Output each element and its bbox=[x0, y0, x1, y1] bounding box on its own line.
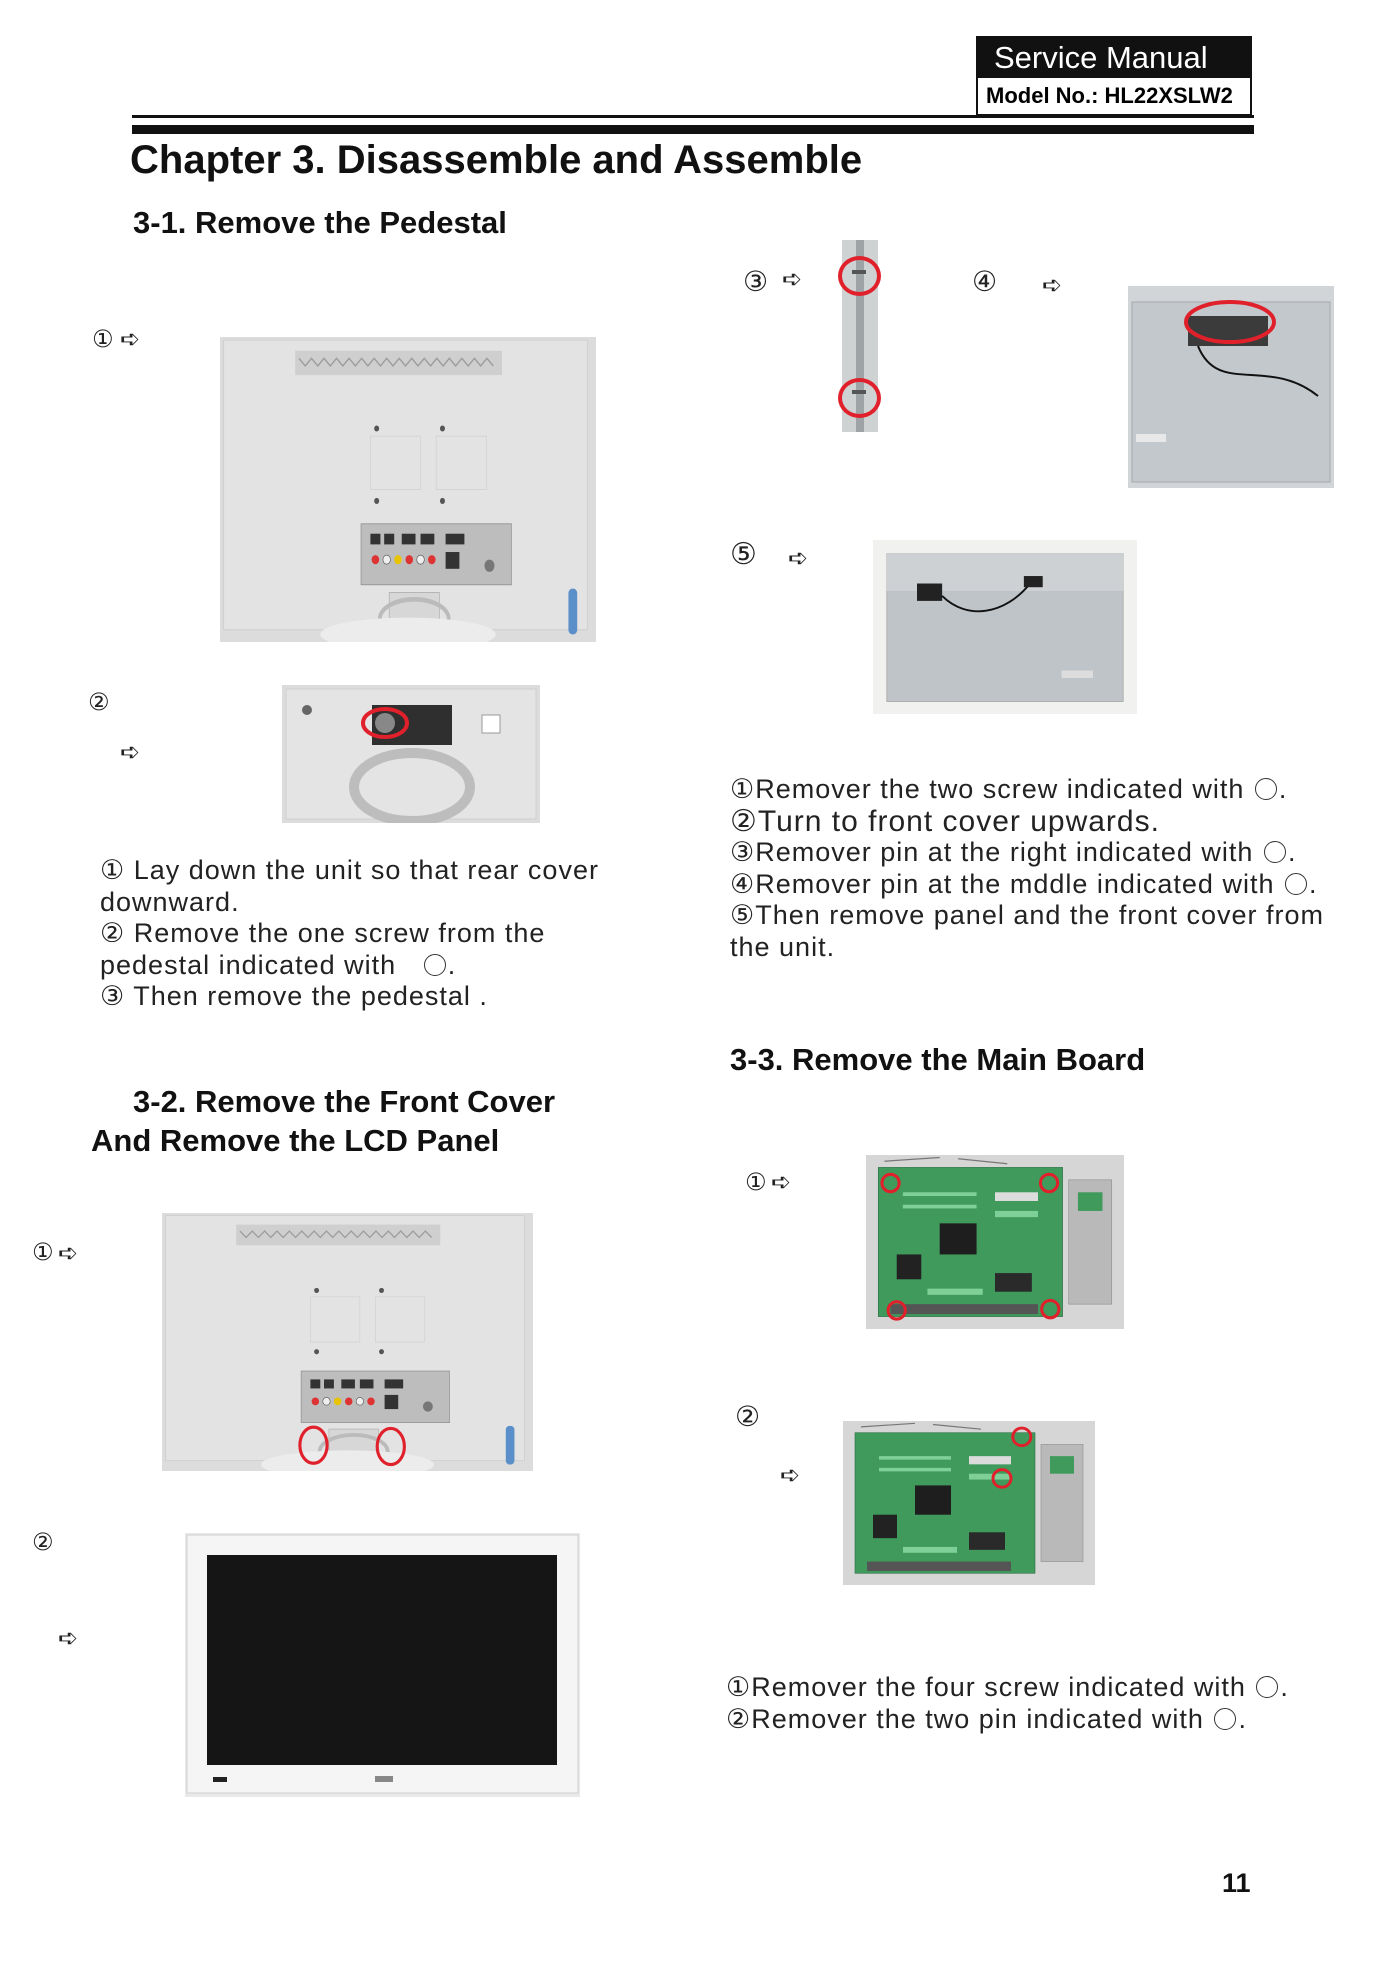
s2-step-2-mark: ② bbox=[32, 1528, 54, 1556]
s1-step-2-arrow-icon: ➪ bbox=[120, 738, 141, 766]
s1-instr-line-4: pedestal indicated with bbox=[100, 949, 397, 980]
s2-step-3-arrow-icon: ➪ bbox=[782, 265, 803, 293]
circle-mark-icon bbox=[1285, 873, 1307, 895]
section-3-2-title-line-2: And Remove the LCD Panel bbox=[91, 1123, 500, 1158]
circle-mark-icon bbox=[1255, 778, 1277, 800]
s1-instr-line-1: ① Lay down the unit so that rear cover bbox=[100, 855, 599, 885]
s3-step-1-arrow-icon: ➪ bbox=[771, 1168, 792, 1196]
s2-instr-line-1-wrap: ①Remover the two screw indicated with . bbox=[730, 774, 1288, 804]
s2-step-4-mark: ④ bbox=[972, 265, 998, 298]
main-board-photo-2 bbox=[843, 1421, 1095, 1585]
s1-instr-line-2: downward. bbox=[100, 886, 240, 917]
section-3-1-title: 3-1. Remove the Pedestal bbox=[133, 205, 507, 240]
front-panel-photo bbox=[185, 1533, 580, 1797]
s2-step-3-mark: ③ bbox=[743, 265, 769, 298]
s2-step-1-arrow-icon: ➪ bbox=[58, 1239, 79, 1267]
circle-mark-icon bbox=[1214, 1708, 1236, 1730]
s1-step-1-mark: ① bbox=[92, 325, 114, 353]
s2-instr-line-3: ③Remover pin at the right indicated with bbox=[730, 837, 1254, 867]
s1-step-2-mark: ② bbox=[88, 688, 110, 716]
s2-instr-line-4-wrap: ④Remover pin at the mddle indicated with . bbox=[730, 868, 1318, 899]
s2-instr-line-3-wrap: ③Remover pin at the right indicated with . bbox=[730, 837, 1297, 867]
highlight-ring bbox=[838, 378, 881, 418]
s2-instr-line-5: ⑤Then remove panel and the front cover from bbox=[730, 900, 1324, 930]
s1-instr-line-4-wrap: pedestal indicated with . bbox=[100, 949, 457, 980]
s2-step-2-arrow-icon: ➪ bbox=[58, 1624, 79, 1652]
section-3-3-title: 3-3. Remove the Main Board bbox=[730, 1042, 1146, 1077]
section-3-1-instructions bbox=[100, 855, 599, 1013]
header-rule-thick bbox=[132, 125, 1254, 134]
s2-step-5-arrow-icon: ➪ bbox=[788, 544, 809, 572]
s3-step-2-arrow-icon: ➪ bbox=[780, 1461, 801, 1489]
chapter-title: Chapter 3. Disassemble and Assemble bbox=[130, 138, 863, 182]
highlight-ring bbox=[838, 256, 881, 296]
s2-step-1-mark: ① bbox=[32, 1238, 54, 1266]
s2-instr-line-1: ①Remover the two screw indicated with bbox=[730, 774, 1245, 804]
circle-mark-icon bbox=[424, 954, 446, 976]
header-rule-thin bbox=[132, 115, 1254, 118]
s2-step-5-mark: ⑤ bbox=[730, 537, 757, 572]
front-cover-rear-photo bbox=[162, 1213, 533, 1471]
lcd-panel-photo bbox=[873, 540, 1137, 714]
section-3-3-instructions bbox=[726, 1672, 1289, 1735]
model-number: Model No.: HL22XSLW2 bbox=[978, 78, 1250, 114]
s3-step-2-mark: ② bbox=[735, 1400, 761, 1433]
s2-instr-line-6: the unit. bbox=[730, 931, 836, 962]
pedestal-rear-photo bbox=[220, 337, 596, 642]
main-board-photo-1 bbox=[866, 1155, 1124, 1329]
s2-instr-line-2: ②Turn to front cover upwards. bbox=[730, 804, 1160, 838]
s2-instr-line-4: ④Remover pin at the mddle indicated with bbox=[730, 868, 1275, 899]
s3-instr-line-1-wrap: ①Remover the four screw indicated with . bbox=[726, 1672, 1289, 1702]
s3-instr-line-2-wrap: ②Remover the two pin indicated with . bbox=[726, 1703, 1247, 1734]
middle-pin-photo bbox=[1128, 286, 1334, 488]
page-number: 11 bbox=[1222, 1868, 1251, 1898]
section-3-2-instructions bbox=[730, 774, 1324, 963]
circle-mark-icon bbox=[1264, 841, 1286, 863]
section-3-2-title-line-1: 3-2. Remove the Front Cover bbox=[133, 1084, 556, 1119]
badge-title: Service Manual bbox=[978, 38, 1250, 78]
circle-mark-icon bbox=[1256, 1676, 1278, 1698]
s1-step-1-arrow-icon: ➪ bbox=[120, 325, 141, 353]
s3-instr-line-2: ②Remover the two pin indicated with bbox=[726, 1703, 1204, 1734]
s3-instr-line-1: ①Remover the four screw indicated with bbox=[726, 1672, 1246, 1702]
pedestal-screw-photo bbox=[282, 685, 540, 823]
s2-step-4-arrow-icon: ➪ bbox=[1042, 271, 1063, 299]
s3-step-1-mark: ① bbox=[745, 1168, 767, 1196]
s1-instr-line-5: ③ Then remove the pedestal . bbox=[100, 981, 488, 1011]
service-manual-badge bbox=[976, 36, 1252, 116]
s1-instr-line-3: ② Remove the one screw from the bbox=[100, 918, 546, 948]
